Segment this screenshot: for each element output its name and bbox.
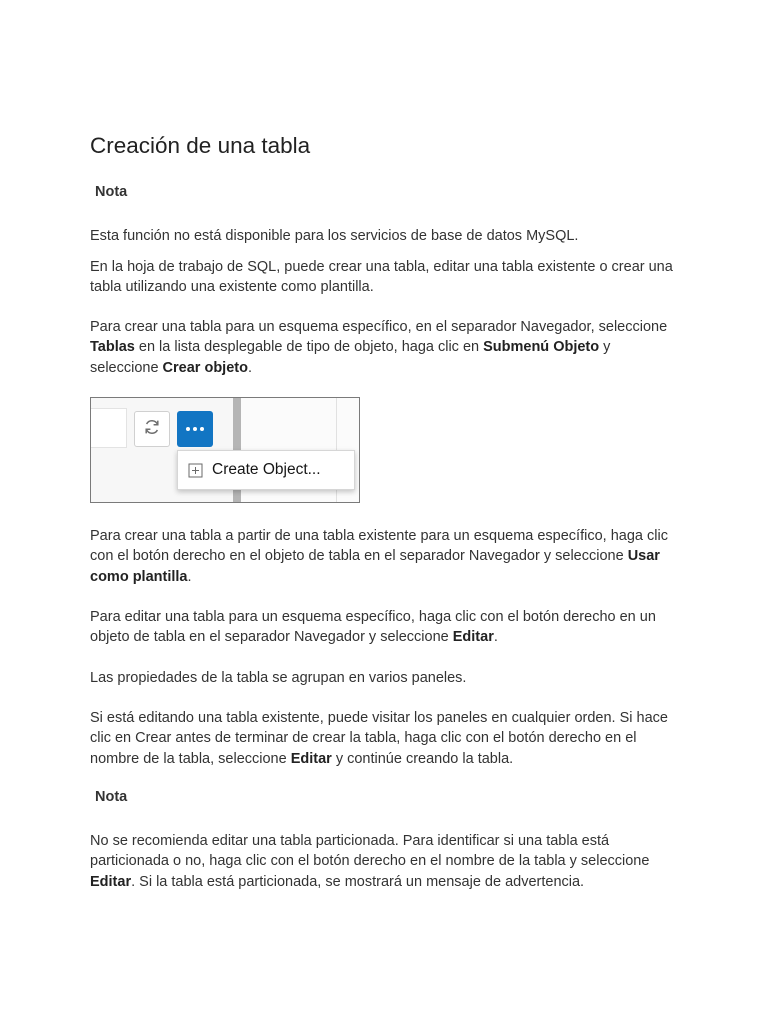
paragraph-intro: En la hoja de trabajo de SQL, puede crear una tabla, editar una tabla existente o crear una tabla utilizando una existente como plantilla. xyxy=(90,259,673,296)
ellipsis-icon xyxy=(185,427,206,431)
term-editar: Editar xyxy=(90,873,132,890)
term-usar-como-plantilla: Usar como plantilla xyxy=(90,548,660,585)
term-tablas: Tablas xyxy=(90,339,135,356)
paragraph-editing-existing: Si está editando una tabla existente, puede visitar los paneles en cualquier orden. Si hace clic en Crear antes de terminar de crear la tabla, haga clic con el botón derecho en el nombre de la tabla, seleccione Editar y continúe creando la tabla. xyxy=(90,710,668,767)
create-object-menu-item[interactable] xyxy=(177,450,355,490)
refresh-button[interactable] xyxy=(134,411,170,447)
plus-square-icon xyxy=(188,463,203,478)
object-submenu-button[interactable] xyxy=(177,411,213,447)
refresh-icon xyxy=(142,417,162,442)
note-label: Nota xyxy=(95,184,128,200)
paragraph-edit-table: Para editar una tabla para un esquema específico, haga clic con el botón derecho en un objeto de tabla en el separador Navegador y seleccione Editar. xyxy=(90,609,656,646)
figure-left-panel xyxy=(91,408,127,448)
note-label: Nota xyxy=(95,789,128,805)
term-submenu-objeto: Submenú Objeto xyxy=(483,339,600,356)
term-editar: Editar xyxy=(452,629,494,646)
paragraph-use-as-template: Para crear una tabla a partir de una tabla existente para un esquema específico, haga clic con el botón derecho en el objeto de tabla en el separador Navegador y seleccione Usar como plantilla. xyxy=(90,528,668,585)
paragraph-mysql-unavailable: Esta función no está disponible para los servicios de base de datos MySQL. xyxy=(90,228,579,244)
paragraph-panels: Las propiedades de la tabla se agrupan en varios paneles. xyxy=(90,670,467,686)
create-object-label: Create Object... xyxy=(212,461,321,478)
screenshot-figure xyxy=(90,397,360,503)
page-title: Creación de una tabla xyxy=(90,133,311,158)
term-crear-objeto: Crear objeto xyxy=(162,359,248,376)
term-editar: Editar xyxy=(290,750,332,767)
paragraph-create-table: Para crear una tabla para un esquema específico, en el separador Navegador, seleccione Tablas en la lista desplegable de tipo de objeto, haga clic en Submenú Objeto y seleccione Crear objeto. xyxy=(90,319,668,376)
paragraph-partitioned: No se recomienda editar una tabla particionada. Para identificar si una tabla está particionada o no, haga clic con el botón derecho en el nombre de la tabla y seleccione Editar. Si la tabla está particionada, se mostrará un mensaje de advertencia. xyxy=(90,833,650,890)
